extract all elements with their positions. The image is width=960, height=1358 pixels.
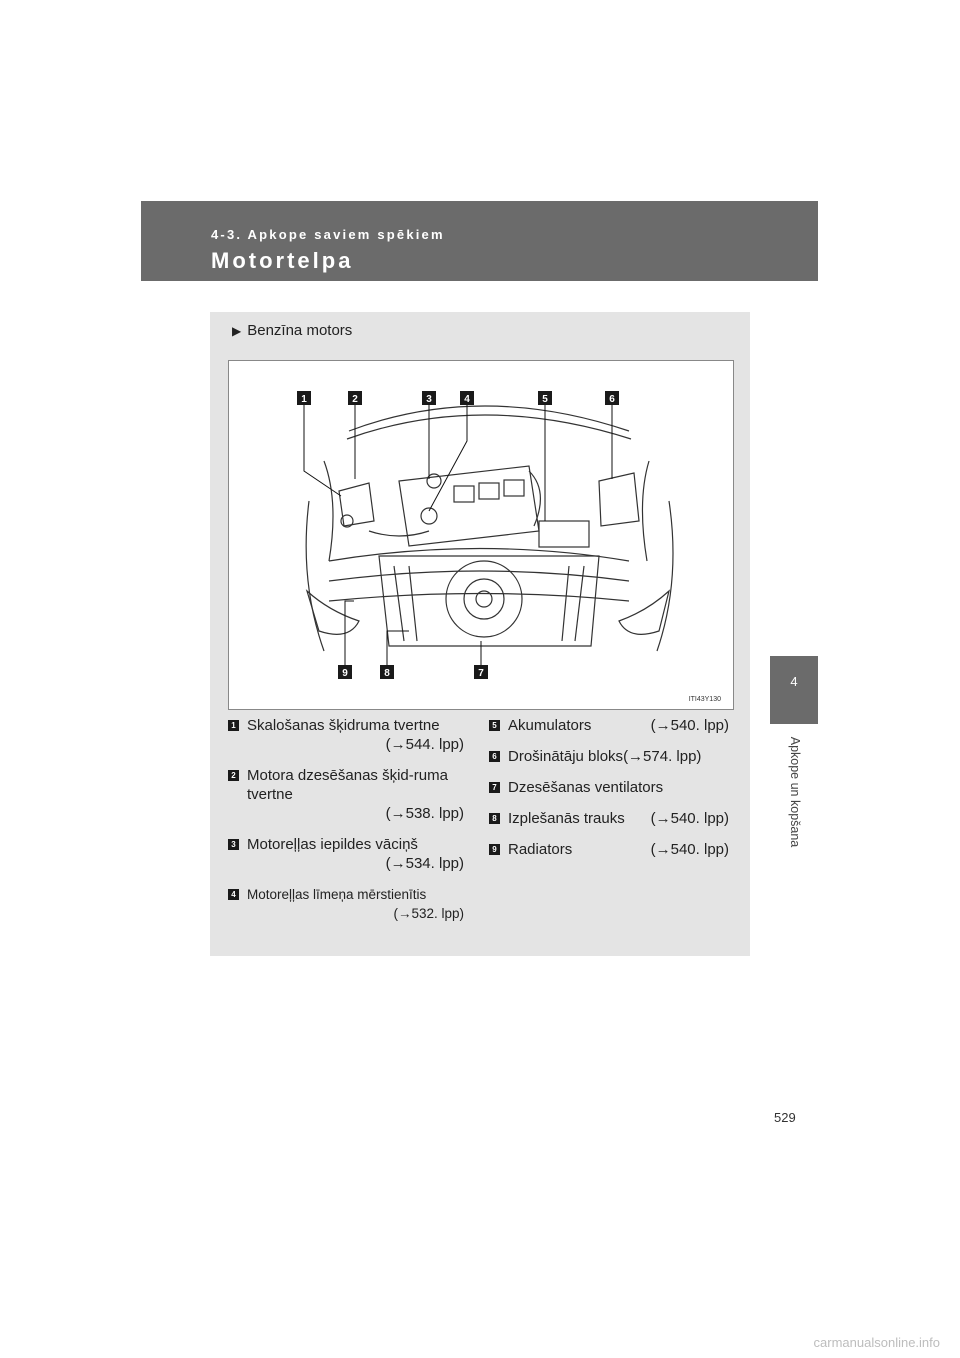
chapter-tab: 4 (770, 656, 818, 724)
chapter-label: Apkope un kopšana (788, 736, 802, 848)
sub-heading-text: Benzīna motors (247, 322, 353, 339)
page-reference: (→540. lpp) (650, 841, 729, 858)
page-reference: (→532. lpp) (393, 906, 464, 921)
list-item (228, 835, 464, 873)
page-reference: (→544. lpp) (385, 736, 464, 753)
list-item (489, 747, 729, 766)
page-reference: (→540. lpp) (650, 717, 729, 734)
svg-text:5: 5 (542, 394, 548, 405)
item-label: Dzesēšanas ventilators (508, 779, 664, 796)
svg-text:3: 3 (426, 394, 432, 405)
svg-text:7: 7 (478, 668, 484, 679)
number-badge: 5 (489, 720, 500, 731)
list-item (489, 778, 729, 797)
triangle-bullet-icon: ▶ (232, 324, 242, 338)
page-reference: (→538. lpp) (385, 805, 464, 822)
sub-heading (232, 322, 352, 339)
number-badge: 3 (228, 839, 239, 850)
number-badge: 8 (489, 813, 500, 824)
number-badge: 4 (228, 889, 239, 900)
page-reference: (→574. lpp) (623, 748, 702, 765)
component-list-right (489, 716, 729, 871)
page-reference: (→540. lpp) (650, 810, 729, 827)
svg-text:9: 9 (342, 668, 348, 679)
svg-text:4: 4 (464, 394, 470, 405)
page-number: 529 (774, 1110, 796, 1125)
item-label: Izplešanās trauks (508, 810, 625, 827)
svg-text:8: 8 (384, 668, 390, 679)
list-item (228, 716, 464, 754)
item-label: Motoreļļas iepildes vāciņš (247, 836, 418, 853)
figure-code: ITI43Y130 (688, 696, 721, 703)
number-badge: 9 (489, 844, 500, 855)
list-item (489, 716, 729, 735)
item-label: Radiators (508, 841, 573, 858)
list-item (489, 809, 729, 828)
svg-text:1: 1 (301, 394, 307, 405)
list-item (489, 840, 729, 859)
item-label: Motoreļļas līmeņa mērstienītis (247, 887, 427, 902)
list-item (228, 885, 464, 923)
page-reference: (→534. lpp) (385, 855, 464, 872)
item-label: Motora dzesēšanas šķid-ruma tvertne (247, 767, 448, 803)
engine-bay-drawing (229, 361, 733, 709)
watermark: carmanualsonline.info (813, 1335, 940, 1350)
engine-bay-illustration (228, 360, 734, 710)
item-label: Skalošanas šķidruma tvertne (247, 717, 440, 734)
item-label: Drošinātāju bloks (508, 748, 624, 765)
number-badge: 7 (489, 782, 500, 793)
number-badge: 1 (228, 720, 239, 731)
item-label: Akumulators (508, 717, 592, 734)
number-badge: 2 (228, 770, 239, 781)
content-panel (210, 312, 750, 956)
list-item (228, 766, 464, 823)
section-label: 4-3. Apkope saviem spēkiem (211, 227, 445, 242)
component-list-left (228, 716, 464, 935)
svg-text:6: 6 (609, 394, 615, 405)
number-badge: 6 (489, 751, 500, 762)
header-band (141, 201, 818, 281)
svg-text:2: 2 (352, 394, 358, 405)
page-title: Motortelpa (211, 248, 354, 273)
